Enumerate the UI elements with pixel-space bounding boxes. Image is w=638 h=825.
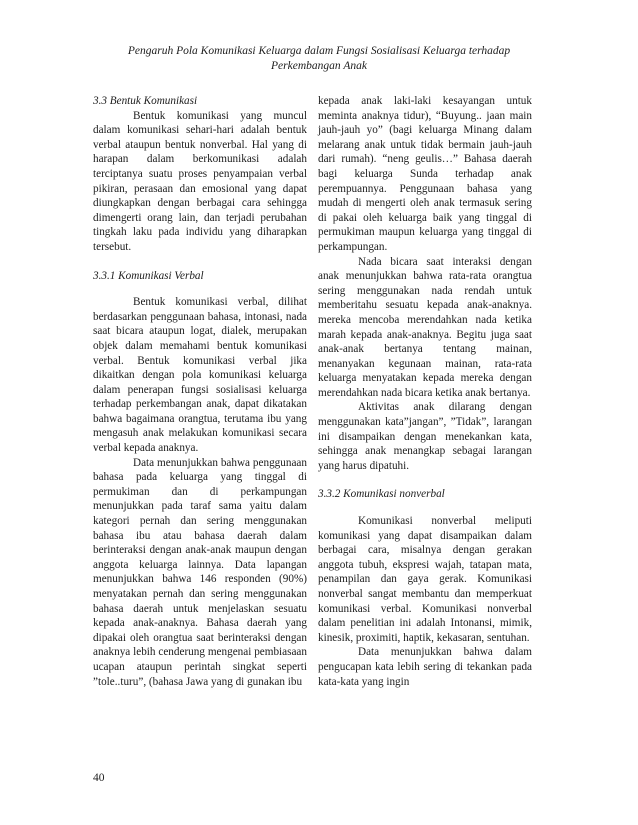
paragraph: Aktivitas anak dilarang dengan menggunakan kata”jangan”, ”Tidak”, larangan ini disampaikan dengan menekankan kata, sehingga anak menangkap sebagai larangan yang harus dipatuhi.	[318, 401, 532, 472]
running-header	[70, 44, 568, 74]
paragraph: Bentuk komunikasi verbal, dilihat berdasarkan penggunaan bahasa, intonasi, nada saat bicara ataupun logat, dialek, merupakan objek dalam memahami bentuk komunikasi verbal. Bentuk komunikasi verbal jika dikaitkan dengan pola komunikasi keluarga dalam penerapan fungsi sosialisasi keluarga terhadap perkembangan anak, dapat dikatakan bahwa bagaimana orangtua, terutama ibu yang mengasuh anak melakukan komunikasi secara verbal kepada anaknya.	[93, 296, 307, 455]
paragraph: Data menunjukkan bahwa penggunaan bahasa pada keluarga yang tinggal di permukiman dan di perkampungan menunjukkan pada taraf sama yaitu dalam kategori pernah dan sering menggunakan bahasa ibu atau bahasa daerah dalam berinteraksi dengan anak-anak maupun dengan anggota keluarga lainnya. Data lapangan menunjukkan bahwa 146 responden (90%) menyatakan pernah dan sering menggunakan bahasa daerah untuk menjelaskan sesuatu kepada anak-anaknya. Bahasa daerah yang dipakai oleh orangtua saat berinteraksi dengan anaknya lebih cenderung mengenai pembiasaan ucapan ataupun perintah singkat seperti ”tole..turu”, (bahasa Jawa yang di gunakan ibu	[93, 456, 307, 688]
page-number: 40	[93, 772, 105, 784]
paragraph: Bentuk komunikasi yang muncul dalam komunikasi sehari-hari adalah bentuk verbal ataupun bentuk nonverbal. Hal yang di harapan dalam berkomunikasi adalah terciptanya suatu proses penyampaian verbal pikiran, perasaan dan emosional yang dapat diungkapkan dengan berbagai cara sehingga dimengerti orang lain, dan terjadi perubahan tingkah laku pada individu yang diharapkan tersebut.	[93, 109, 307, 253]
section-heading-3-3-1: 3.3.1 Komunikasi Verbal	[93, 269, 204, 282]
right-column	[318, 94, 532, 689]
running-header-line-2: Perkembangan Anak	[271, 60, 367, 72]
paragraph: Komunikasi nonverbal meliputi komunikasi yang dapat disampaikan dalam berbagai cara, misalnya dengan gerakan anggota tubuh, ekspresi wajah, tatapan mata, penampilan dan gaya gerak. Komunikasi nonverbal sangat membantu dan memperkuat komunikasi verbal. Komunikasi nonverbal dalam penelitian ini adalah Intonansi, mimik, kinesik, proximiti, haptik, kekasaran, sentuhan.	[318, 515, 532, 644]
paragraph: kepada anak laki-laki kesayangan untuk meminta anaknya tidur), “Buyung.. jaan main jauh-jauh yo” (bagi keluarga Minang dalam melarang anak untuk tidak bermain jauh-jauh dari rumah). “neng geulis…” Bahasa daerah bagi keluarga Sunda terhadap anak perempuannya. Penggunaan bahasa yang mudah di mengerti oleh anak termasuk sering di pakai oleh keluarga baik yang tinggal di permukiman maupun keluarga yang tinggal di perkampungan.	[318, 95, 532, 253]
section-heading-3-3-2: 3.3.2 Komunikasi nonverbal	[318, 488, 445, 501]
paragraph: Nada bicara saat interaksi dengan anak menunjukkan bahwa rata-rata orangtua sering menggunakan nada rendah untuk memberitahu sesuatu kepada anak-anaknya. mereka mencoba merendahkan nada ketika marah kepada anak-anaknya. Begitu juga saat anak-anak bertanya tentang mainan, menanyakan kegunaan mainan, rata-rata keluarga menyatakan kepada mereka dengan merendahkan nada bicara ketika anak bertanya.	[318, 255, 532, 399]
paragraph: Data menunjukkan bahwa dalam pengucapan kata lebih sering di tekankan pada kata-kata yang ingin	[318, 646, 532, 688]
section-heading-3-3: 3.3 Bentuk Komunikasi	[93, 95, 198, 107]
left-column	[93, 94, 307, 689]
running-header-line-1: Pengaruh Pola Komunikasi Keluarga dalam Fungsi Sosialisasi Keluarga terhadap	[127, 45, 511, 57]
